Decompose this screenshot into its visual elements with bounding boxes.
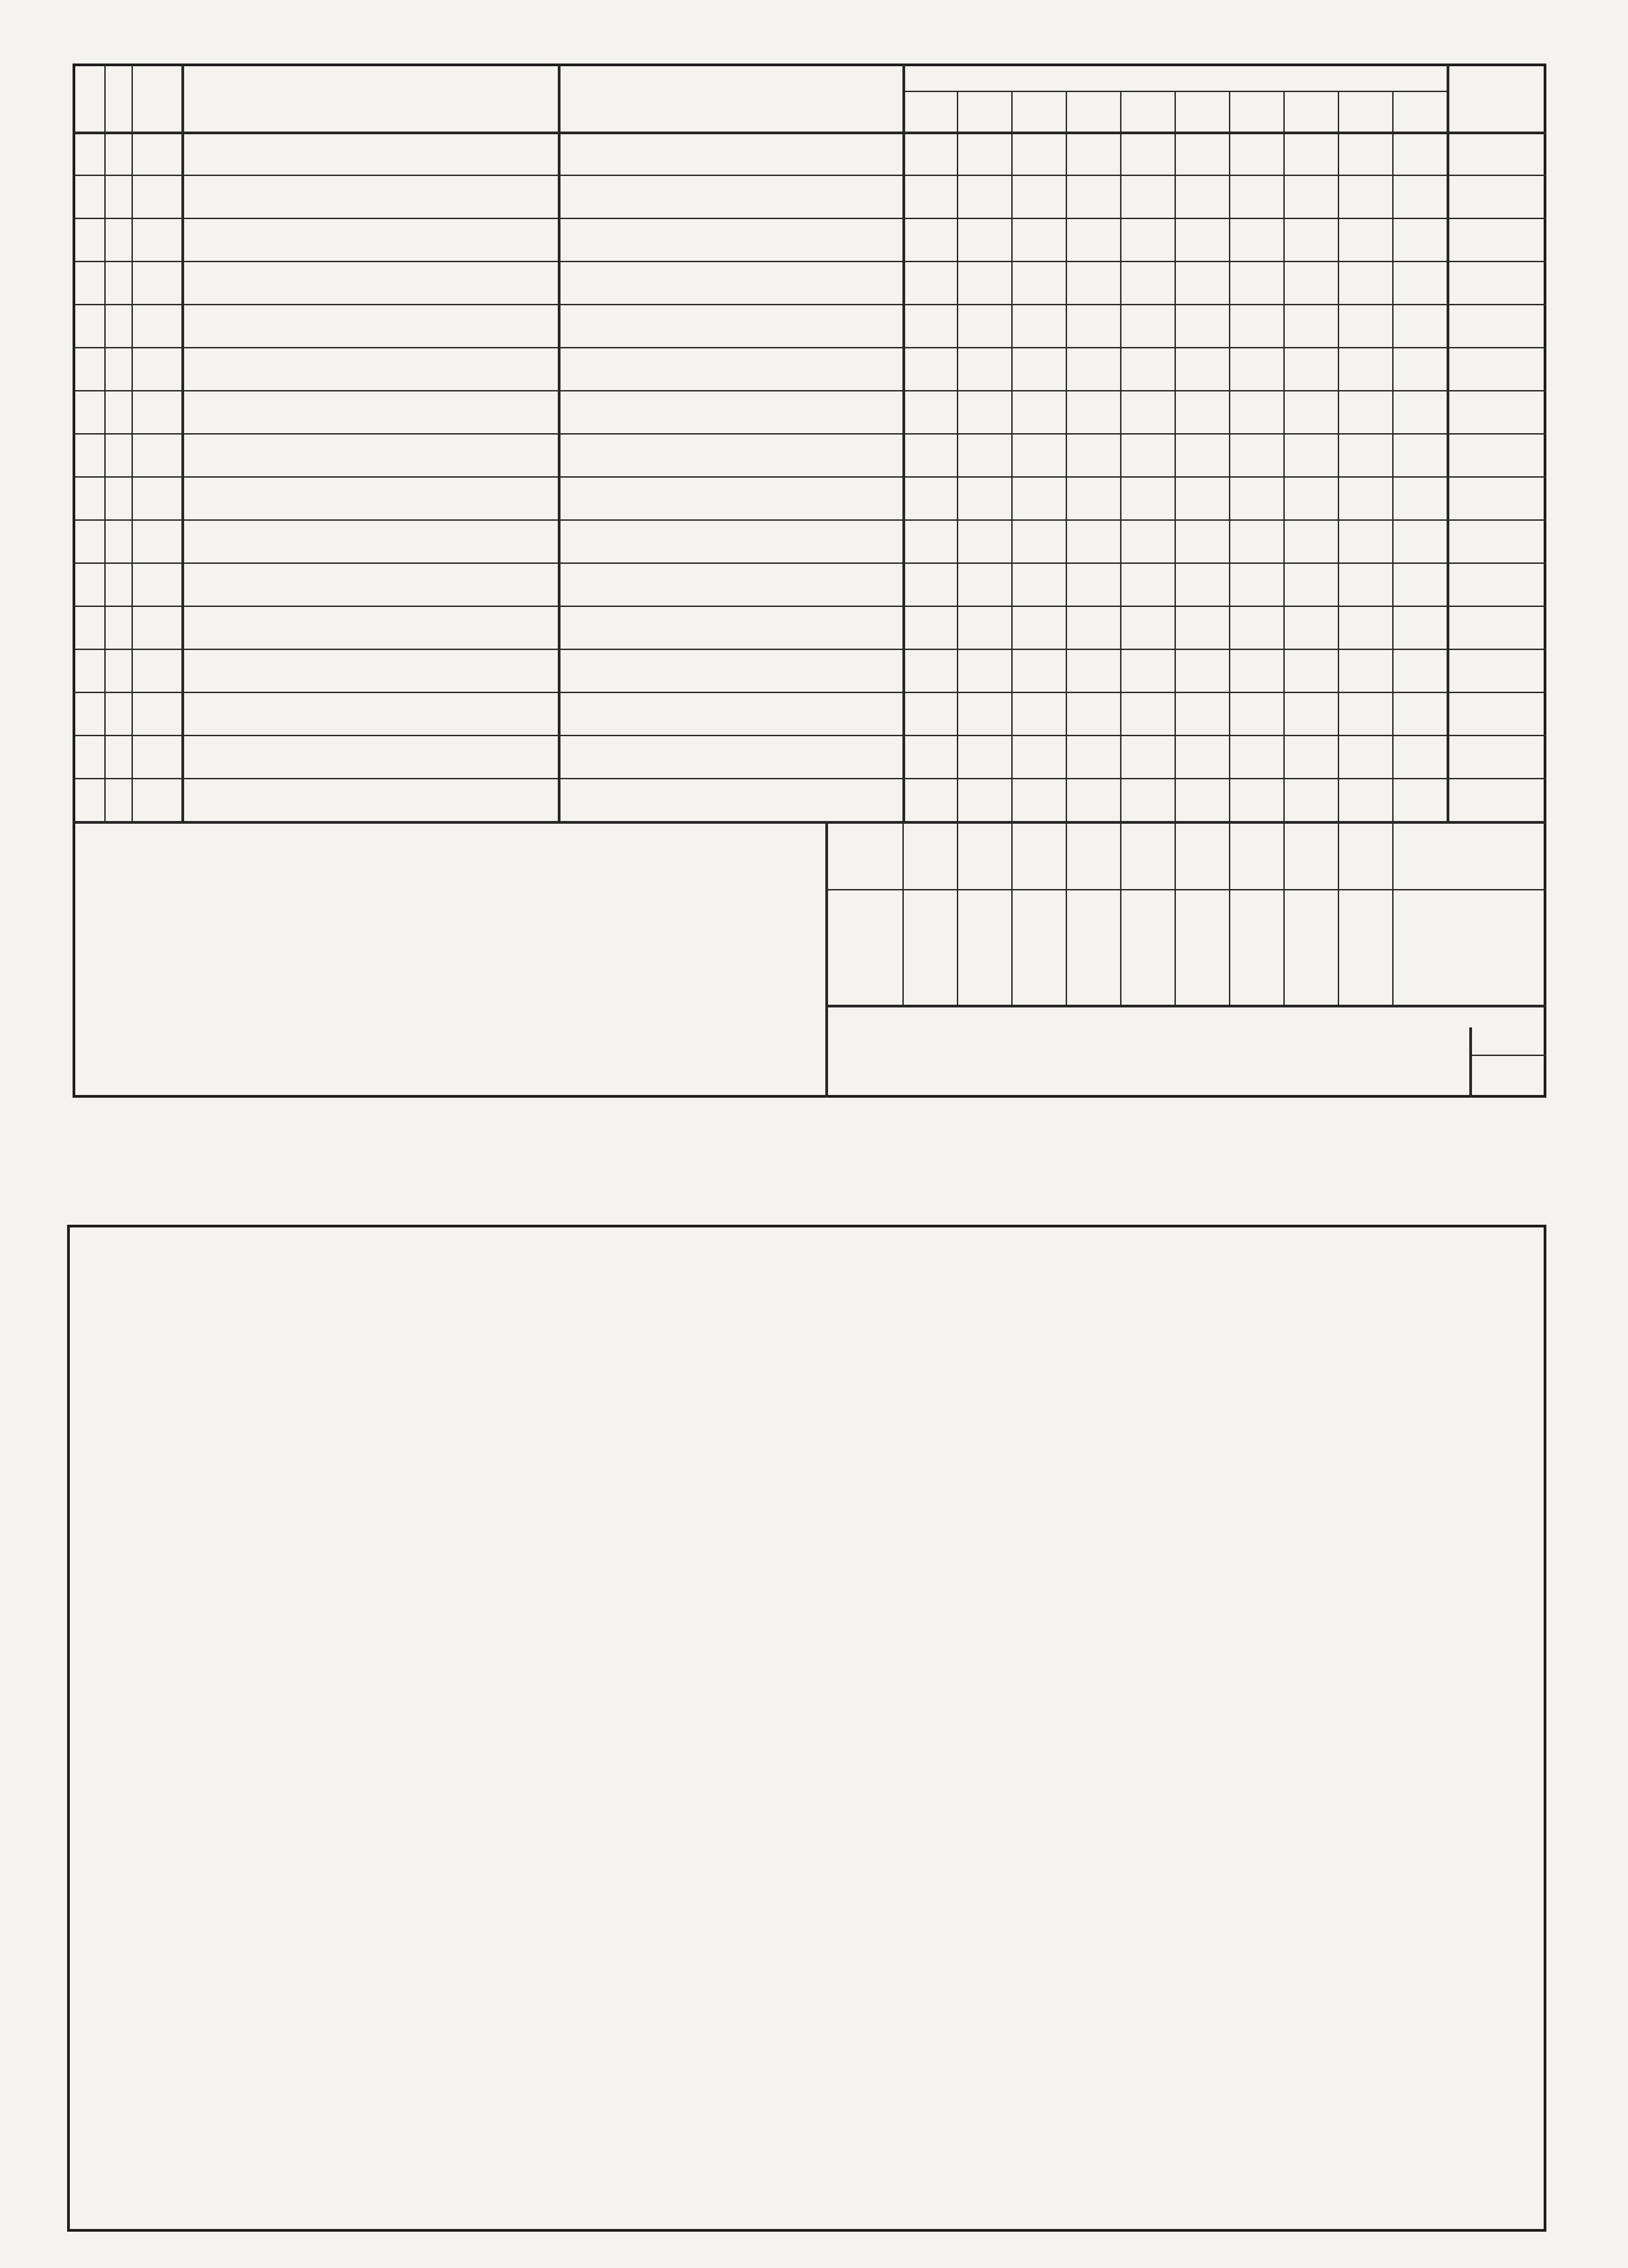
sheet-8-frame <box>67 1225 1546 2232</box>
